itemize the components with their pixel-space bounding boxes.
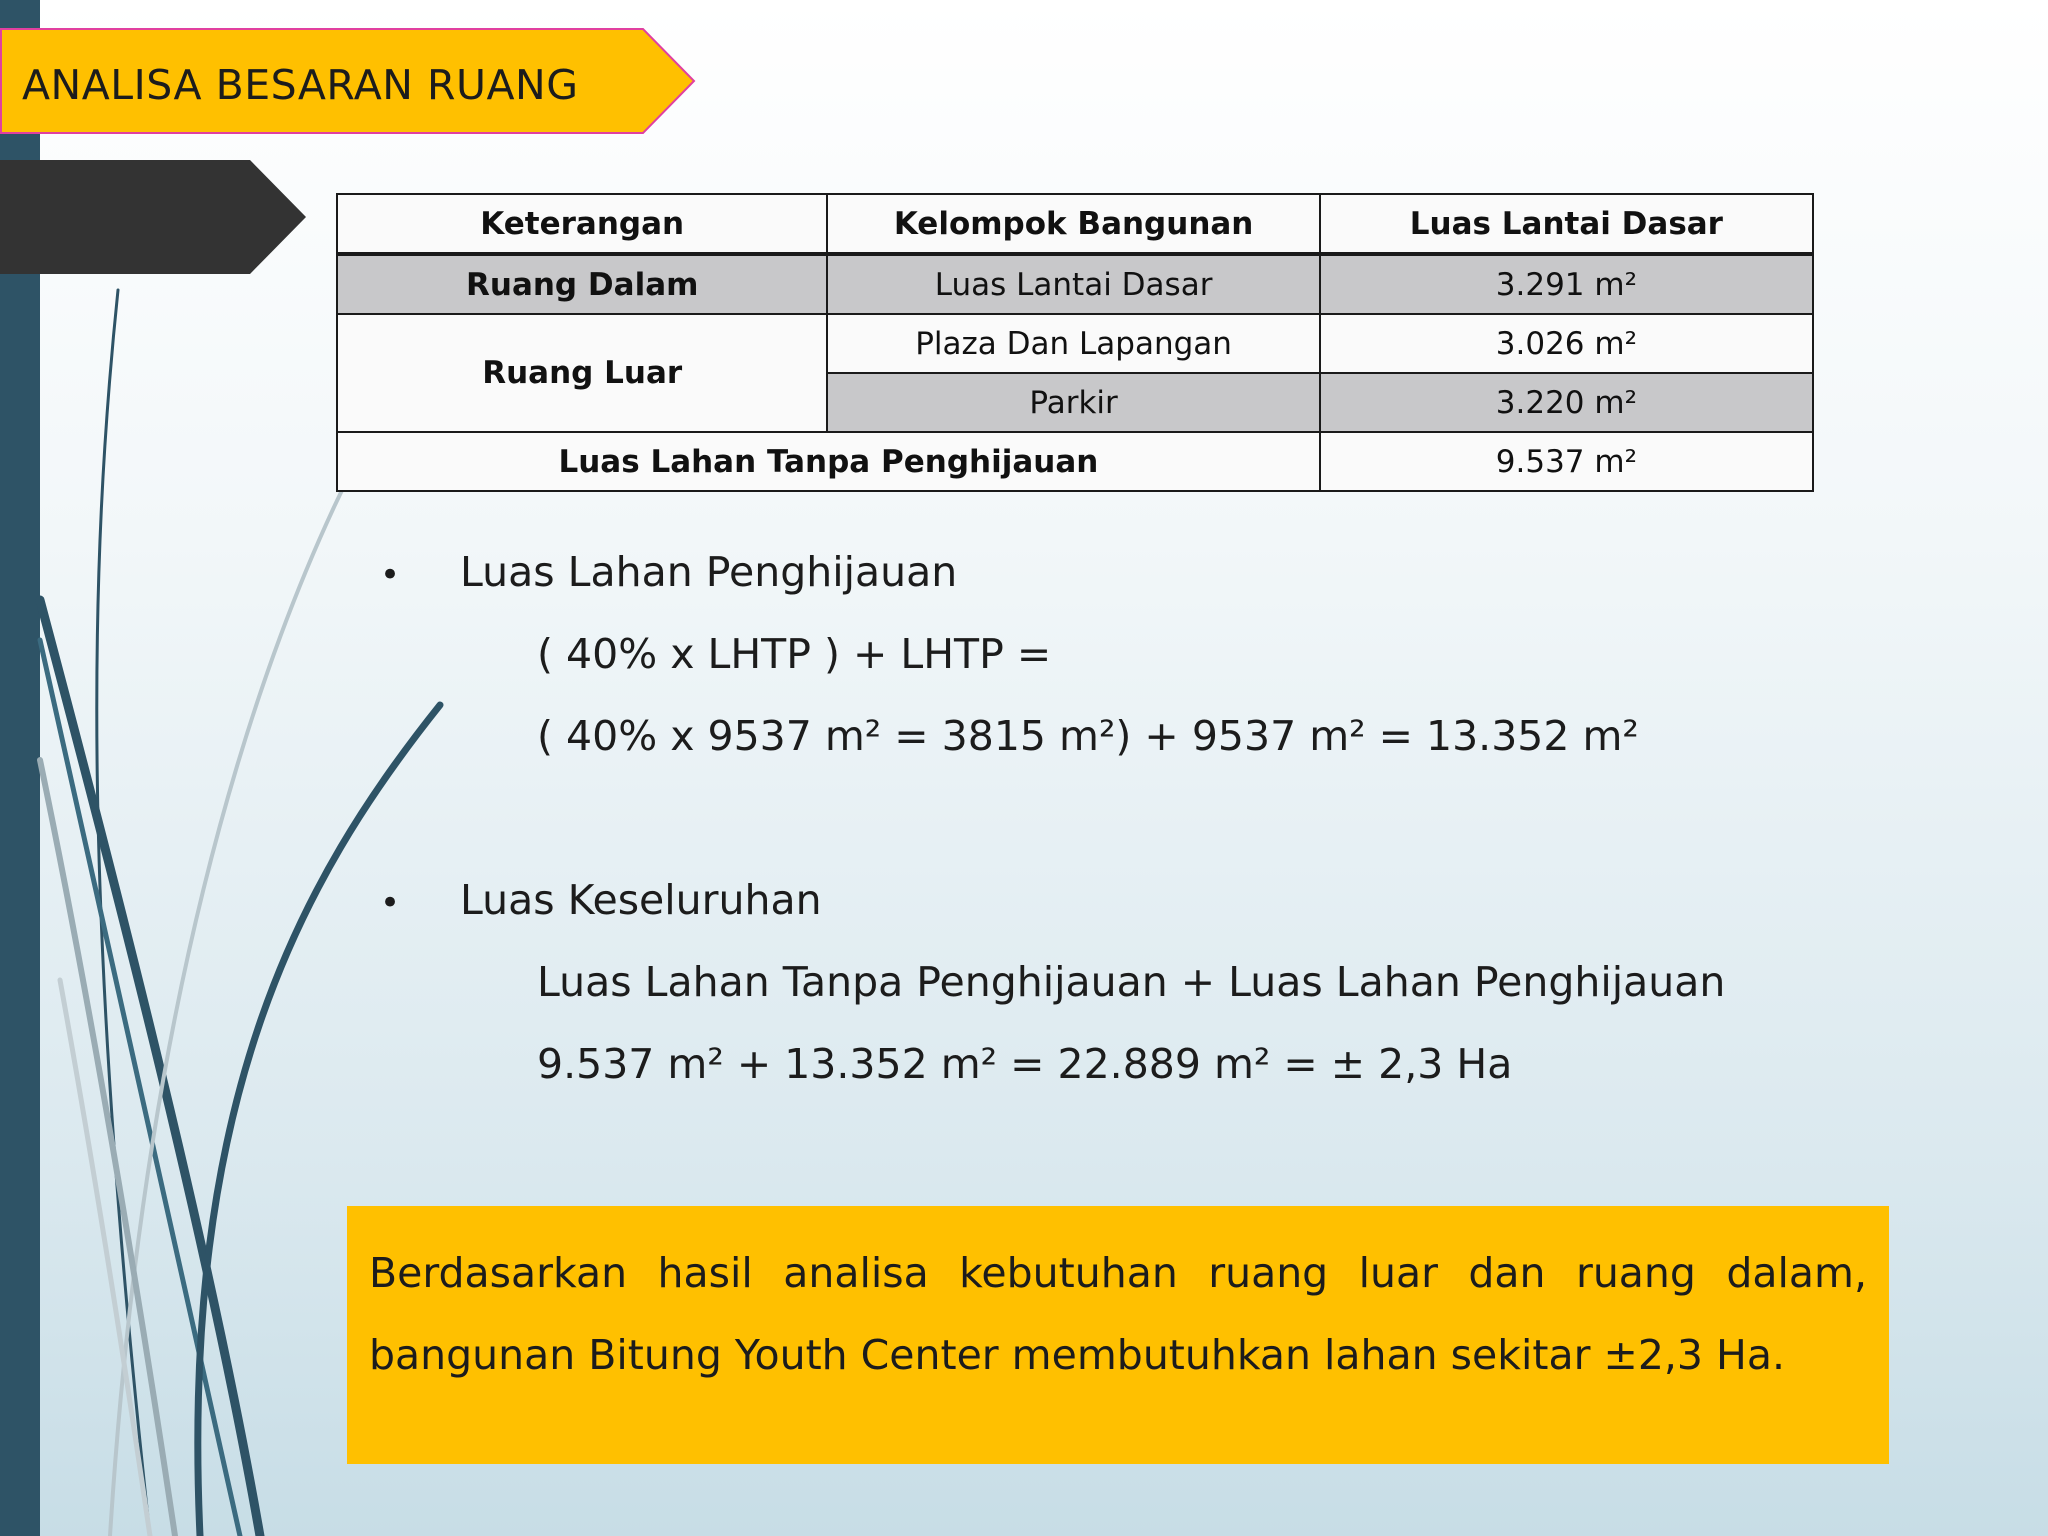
- conclusion-line-2: bangunan Bitung Youth Center membutuhkan lahan sekitar ±2,3 Ha.: [369, 1331, 1786, 1379]
- cell-value: 3.026 m²: [1320, 314, 1813, 373]
- dark-arrow-shape: [0, 160, 310, 274]
- cell-group: Ruang Dalam: [337, 254, 827, 314]
- cell-item: Plaza Dan Lapangan: [827, 314, 1319, 373]
- total-value: 9.537 m²: [1320, 432, 1813, 491]
- bullet-point: •: [380, 555, 401, 595]
- section2-formula: Luas Lahan Tanpa Penghijauan + Luas Lahan Penghijauan: [537, 958, 1726, 1006]
- header-keterangan: Keterangan: [337, 194, 827, 254]
- conclusion-box: [347, 1206, 1889, 1464]
- table-row: [337, 314, 1813, 373]
- conclusion-line-1: Berdasarkan hasil analisa kebutuhan ruang luar dan ruang dalam,: [369, 1249, 1867, 1297]
- section2-heading: Luas Keseluruhan: [460, 876, 822, 924]
- section1-formula: ( 40% x LHTP ) + LHTP =: [537, 630, 1052, 678]
- header-kelompok-bangunan: Kelompok Bangunan: [827, 194, 1319, 254]
- section1-calculation: ( 40% x 9537 m² = 3815 m²) + 9537 m² = 13.352 m²: [537, 712, 1639, 760]
- bullet-point: •: [380, 883, 401, 923]
- cell-value: 3.291 m²: [1320, 254, 1813, 314]
- cell-item: Luas Lantai Dasar: [827, 254, 1319, 314]
- table-header-row: [337, 194, 1813, 254]
- table-row: [337, 254, 1813, 314]
- cell-group: Ruang Luar: [337, 314, 827, 432]
- table-total-row: [337, 432, 1813, 491]
- cell-value: 3.220 m²: [1320, 373, 1813, 432]
- area-table: [336, 193, 1814, 492]
- section2-calculation: 9.537 m² + 13.352 m² = 22.889 m² = ± 2,3 Ha: [537, 1040, 1513, 1088]
- total-label: Luas Lahan Tanpa Penghijauan: [337, 432, 1320, 491]
- section1-heading: Luas Lahan Penghijauan: [460, 548, 958, 596]
- header-luas-lantai-dasar: Luas Lantai Dasar: [1320, 194, 1813, 254]
- cell-item: Parkir: [827, 373, 1319, 432]
- page-title: ANALISA BESARAN RUANG: [22, 61, 579, 109]
